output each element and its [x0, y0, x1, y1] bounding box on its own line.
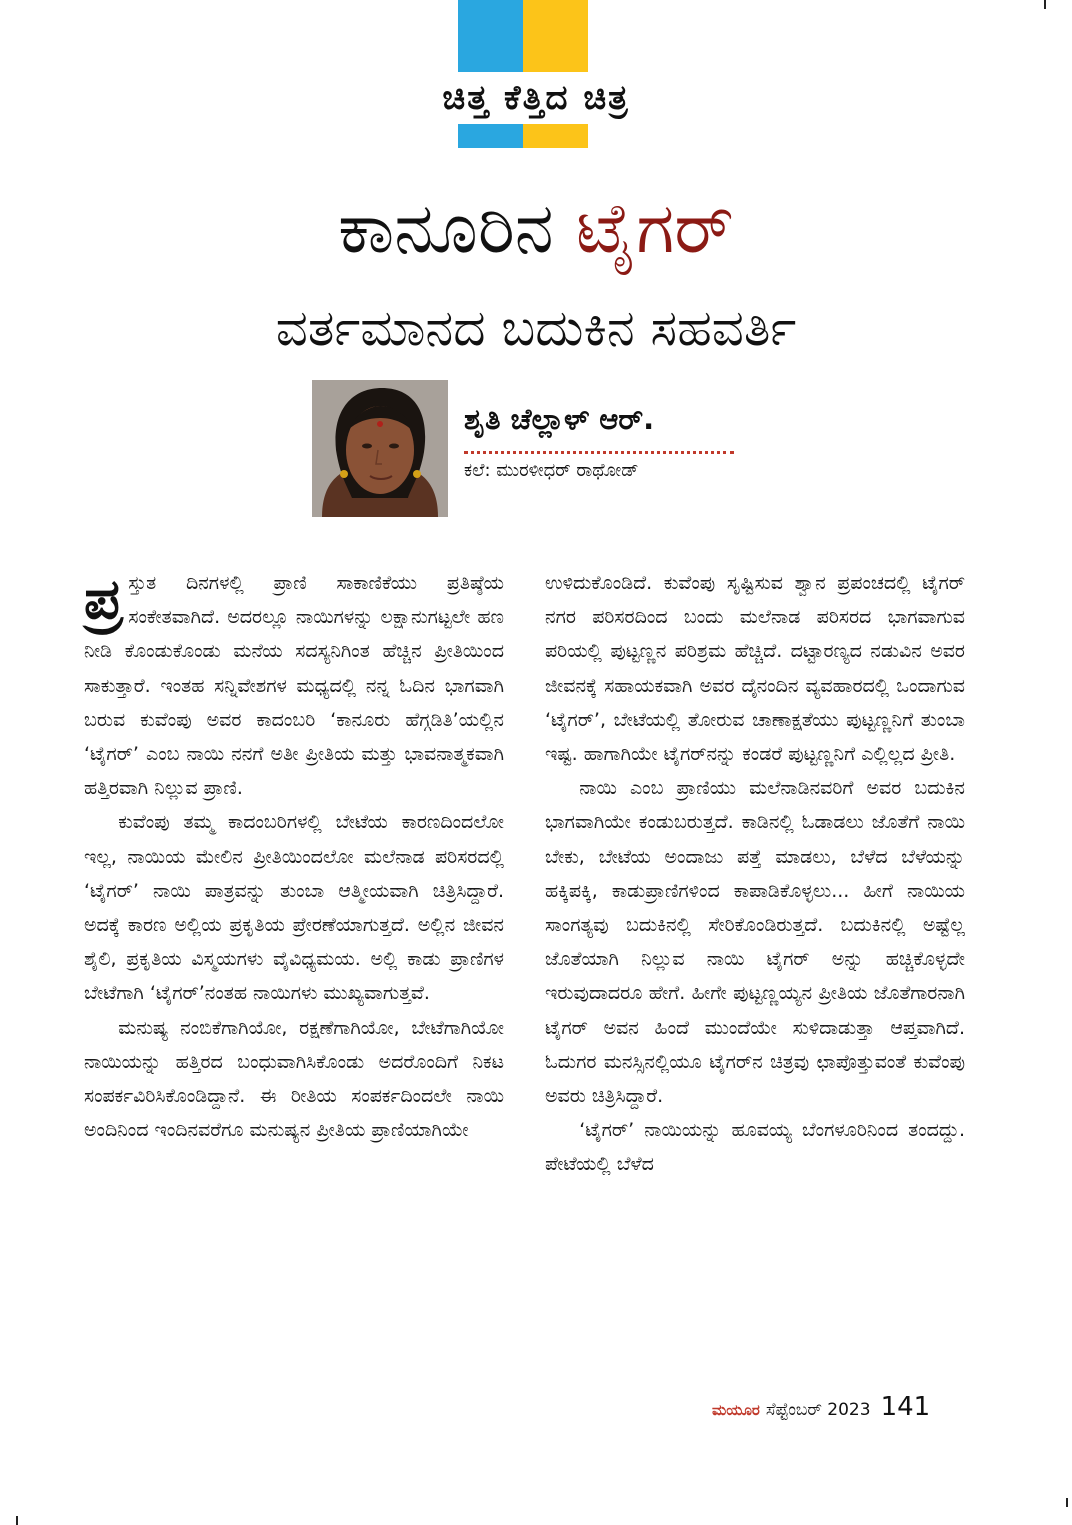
crop-mark-bottom-left: [16, 1516, 18, 1525]
body-column-right: [545, 566, 965, 1182]
issue-date: ಸೆಪ್ಟೆಂಬರ್ 2023: [765, 1400, 871, 1420]
paragraph-text: ಸ್ತುತ ದಿನಗಳಲ್ಲಿ ಪ್ರಾಣಿ ಸಾಕಾಣಿಕೆಯು ಪ್ರತಿಷ್ಠೆಯ ಸಂಕೇತವಾಗಿದೆ. ಅದರಲ್ಲೂ ನಾಯಿಗಳನ್ನು ಲಕ್ಷಾನುಗಟ್ಟಲೇ ಹಣ ನೀಡಿ ಕೊಂಡುಕೊಂಡು ಮನೆಯ ಸದಸ್ಯನಿಗಿಂತ ಹೆಚ್ಚಿನ ಪ್ರೀತಿಯಿಂದ ಸಾಕುತ್ತಾರೆ. ಇಂತಹ ಸನ್ನಿವೇಶಗಳ ಮಧ್ಯದಲ್ಲಿ ನನ್ನ ಓದಿನ ಭಾಗವಾಗಿ ಬರುವ ಕುವೆಂಪು ಅವರ ಕಾದಂಬರಿ ‘ಕಾನೂರು ಹೆಗ್ಗಡಿತಿ’ಯಲ್ಲಿನ ‘ಟೈಗರ್’ ಎಂಬ ನಾಯಿ ನನಗೆ ಅತೀ ಪ್ರೀತಿಯ ಮತ್ತು ಭಾವನಾತ್ಮಕವಾಗಿ ಹತ್ತಿರವಾಗಿ ನಿಲ್ಲುವ ಪ್ರಾಣಿ.: [84, 572, 504, 800]
crop-mark-bottom-right: [1066, 1498, 1068, 1507]
paragraph: ಮನುಷ್ಯ ನಂಬಿಕೆಗಾಗಿಯೋ, ರಕ್ಷಣೆಗಾಗಿಯೋ, ಬೇಟೆಗಾಗಿಯೋ ನಾಯಿಯನ್ನು ಹತ್ತಿರದ ಬಂಧುವಾಗಿಸಿಕೊಂಡು ಅದರೊಂದಿಗೆ ನಿಕಟ ಸಂಪರ್ಕವಿರಿಸಿಕೊಂಡಿದ್ದಾನೆ. ಈ ರೀತಿಯ ಸಂಪರ್ಕದಿಂದಲೇ ನಾಯಿ ಅಂದಿನಿಂದ ಇಂದಿನವರೆಗೂ ಮನುಷ್ಯನ ಪ್ರೀತಿಯ ಪ್ರಾಣಿಯಾಗಿಯೇ: [84, 1016, 504, 1142]
page-footer: [712, 1392, 930, 1422]
body-column-left: [84, 566, 504, 1147]
page-number: 141: [880, 1392, 931, 1422]
article-subtitle: ವರ್ತಮಾನದ ಬದುಕಿನ ಸಹವರ್ತಿ: [275, 299, 797, 357]
series-title: ಚಿತ್ತ ಕೆತ್ತಿದ ಚಿತ್ರ: [442, 78, 630, 118]
paragraph: ಕುವೆಂಪು ತಮ್ಮ ಕಾದಂಬರಿಗಳಲ್ಲಿ ಬೇಟೆಯ ಕಾರಣದಿಂದಲೋ ಇಲ್ಲ, ನಾಯಿಯ ಮೇಲಿನ ಪ್ರೀತಿಯಿಂದಲೋ ಮಲೆನಾಡ ಪರಿಸರದಲ್ಲಿ ‘ಟೈಗರ್’ ನಾಯಿ ಪಾತ್ರವನ್ನು ತುಂಬಾ ಆತ್ಮೀಯವಾಗಿ ಚಿತ್ರಿಸಿದ್ದಾರೆ. ಅದಕ್ಕೆ ಕಾರಣ ಅಲ್ಲಿಯ ಪ್ರಕೃತಿಯ ಪ್ರೇರಣೆಯಾಗುತ್ತದೆ. ಅಲ್ಲಿನ ಜೀವನ ಶೈಲಿ, ಪ್ರಕೃತಿಯ ವಿಸ್ಮಯಗಳು ವೈವಿಧ್ಯಮಯ. ಅಲ್ಲಿ ಕಾಡು ಪ್ರಾಣಿಗಳ ಬೇಟೆಗಾಗಿ ‘ಟೈಗರ್’ನಂತಹ ನಾಯಿಗಳು ಮುಖ್ಯವಾಗುತ್ತವೆ.: [84, 811, 504, 1005]
crop-mark-top: [1044, 0, 1046, 9]
article-title: [60, 178, 1012, 278]
drop-cap: ಪ್ರ: [84, 567, 123, 632]
paragraph: ‘ಟೈಗರ್’ ನಾಯಿಯನ್ನು ಹೂವಯ್ಯ ಬೆಂಗಳೂರಿನಿಂದ ತಂದದ್ದು. ಪೇಟೆಯಲ್ಲಿ ಬೆಳೆದ: [545, 1119, 965, 1176]
paragraph: ನಾಯಿ ಎಂಬ ಪ್ರಾಣಿಯು ಮಲೆನಾಡಿನವರಿಗೆ ಅವರ ಬದುಕಿನ ಭಾಗವಾಗಿಯೇ ಕಂಡುಬರುತ್ತದೆ. ಕಾಡಿನಲ್ಲಿ ಓಡಾಡಲು ಜೊತೆಗೆ ನಾಯಿ ಬೇಕು, ಬೇಟೆಯ ಅಂದಾಜು ಪತ್ತೆ ಮಾಡಲು, ಬೆಳೆದ ಬೆಳೆಯನ್ನು ಹಕ್ಕಿಪಕ್ಕಿ, ಕಾಡುಪ್ರಾಣಿಗಳಿಂದ ಕಾಪಾಡಿಕೊಳ್ಳಲು... ಹೀಗೆ ನಾಯಿಯ ಸಾಂಗತ್ಯವು ಬದುಕಿನಲ್ಲಿ ಸೇರಿಕೊಂಡಿರುತ್ತದೆ. ಬದುಕಿನಲ್ಲಿ ಅಷ್ಟೆಲ್ಲ ಜೊತೆಯಾಗಿ ನಿಲ್ಲುವ ನಾಯಿ ಟೈಗರ್ ಅನ್ನು ಹಚ್ಚಿಕೊಳ್ಳದೇ ಇರುವುದಾದರೂ ಹೇಗೆ. ಹೀಗೇ ಪುಟ್ಟಣ್ಣಯ್ಯನ ಪ್ರೀತಿಯ ಜೊತೆಗಾರನಾಗಿ ಟೈಗರ್ ಅವನ ಹಿಂದೆ ಮುಂದೆಯೇ ಸುಳಿದಾಡುತ್ತಾ ಆಪ್ತವಾಗಿದೆ. ಓದುಗರ ಮನಸ್ಸಿನಲ್ಲಿಯೂ ಟೈಗರ್‌ನ ಚಿತ್ರವು ಛಾಪೊತ್ತುವಂತೆ ಕುವೆಂಪು ಅವರು ಚಿತ್ರಿಸಿದ್ದಾರೆ.: [545, 777, 965, 1108]
paragraph: [84, 566, 504, 805]
paragraph: ಉಳಿದುಕೊಂಡಿದೆ. ಕುವೆಂಪು ಸೃಷ್ಟಿಸುವ ಶ್ವಾನ ಪ್ರಪಂಚದಲ್ಲಿ ಟೈಗರ್ ನಗರ ಪರಿಸರದಿಂದ ಬಂದು ಮಲೆನಾಡ ಪರಿಸರದ ಭಾಗವಾಗುವ ಪರಿಯಲ್ಲಿ ಪುಟ್ಟಣ್ಣನ ಪರಿಶ್ರಮ ಹೆಚ್ಚಿದೆ. ದಟ್ಟಾರಣ್ಯದ ನಡುವಿನ ಅವರ ಜೀವನಕ್ಕೆ ಸಹಾಯಕವಾಗಿ ಅವರ ದೈನಂದಿನ ವ್ಯವಹಾರದಲ್ಲಿ ಒಂದಾಗುವ ‘ಟೈಗರ್’, ಬೇಟೆಯಲ್ಲಿ ತೋರುವ ಚಾಣಾಕ್ಷತೆಯು ಪುಟ್ಟಣ್ಣನಿಗೆ ತುಂಬಾ ಇಷ್ಟ. ಹಾಗಾಗಿಯೇ ಟೈಗರ್‌ನನ್ನು ಕಂಡರೆ ಪುಟ್ಟಣ್ಣನಿಗೆ ಎಲ್ಲಿಲ್ಲದ ಪ್ರೀತಿ.: [545, 572, 965, 766]
title-accent: ಟೈಗರ್: [575, 187, 734, 269]
author-photo: [312, 380, 448, 517]
byline-divider: [464, 451, 734, 454]
artist-credit: ಕಲೆ: ಮುರಳೀಧರ್ ರಾಥೋಡ್: [464, 460, 639, 481]
magazine-name: ಮಯೂರ: [712, 1401, 760, 1419]
title-main: ಕಾನೂರಿನ: [338, 187, 554, 269]
author-name: ಶೃತಿ ಚೆಲ್ಲಾಳ್ ಆರ್.: [464, 402, 655, 436]
